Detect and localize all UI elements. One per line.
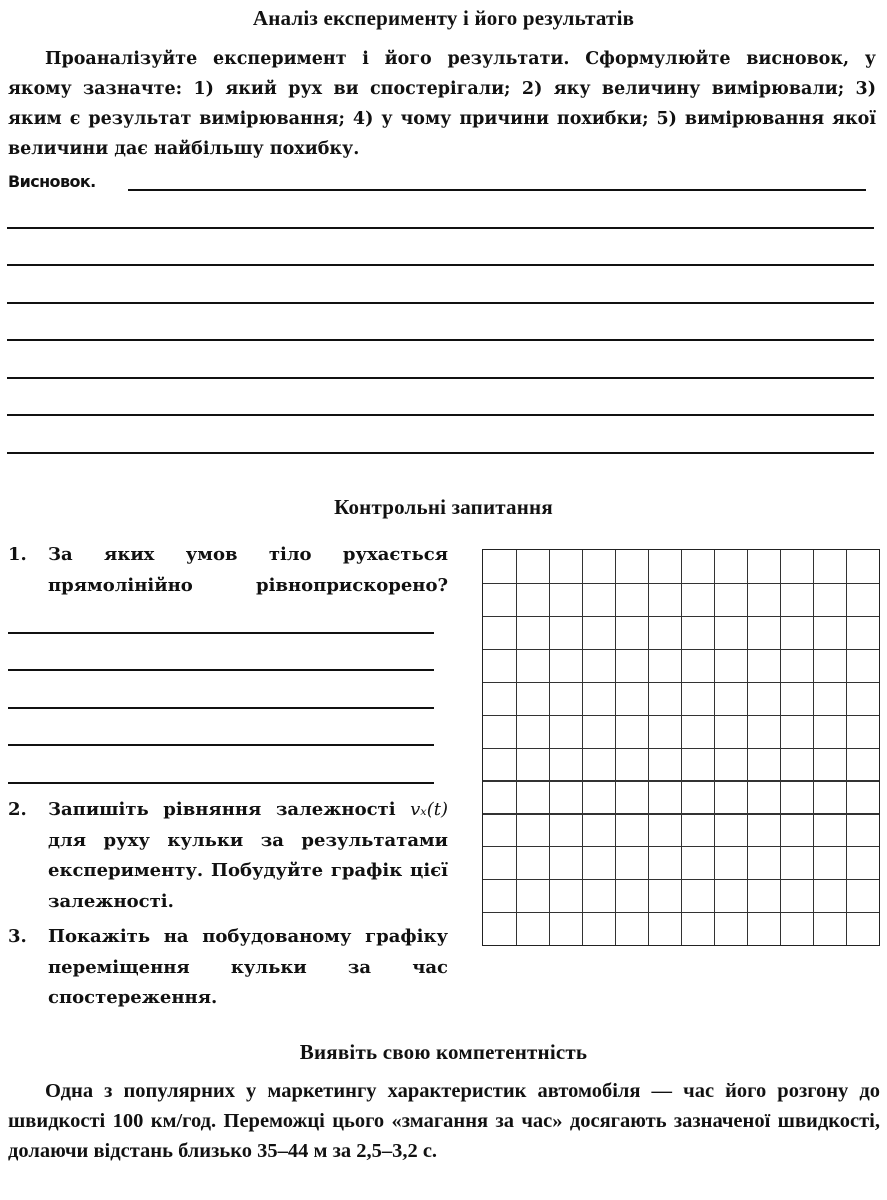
conclusion-writing-line[interactable] [7, 264, 874, 266]
question-text-part: Запишіть рівняння залежності [48, 799, 396, 820]
question-2 [8, 795, 448, 917]
conclusion-writing-line[interactable] [7, 339, 874, 341]
answer-writing-line[interactable] [8, 707, 434, 709]
conclusion-writing-line[interactable] [128, 189, 866, 191]
competence-text [8, 1076, 880, 1166]
analysis-instruction [8, 44, 876, 164]
conclusion-writing-line[interactable] [7, 377, 874, 379]
grid-line-horizontal [483, 879, 879, 880]
grid-line-horizontal [483, 780, 879, 781]
analysis-instruction-text: Проаналізуйте експеримент і його результати. Сформулюйте висновок, у якому зазначте: 1) який рух ви спостерігали; 2) яку величину вимірювали; 3) яким є результат вимірювання; 4) у чому причини похибки; 5) вимірювання якої величини дає найбільшу похибку. [8, 49, 876, 159]
grid-line-horizontal [483, 583, 879, 584]
answer-writing-line[interactable] [8, 632, 434, 634]
question-number: 3. [8, 926, 27, 947]
question-3 [8, 922, 448, 1014]
velocity-formula: vₓ(t) [410, 799, 448, 820]
question-text [48, 795, 448, 917]
analysis-heading: Аналіз експерименту і його результатів [252, 6, 635, 30]
question-text-part: для руху кульки за результатами експерименту. Побудуйте графік цієї залежності. [48, 829, 448, 912]
question-text: Покажіть на побудованому графіку переміщення кульки за час спостереження. [48, 926, 448, 1008]
answer-writing-line[interactable] [8, 782, 434, 784]
question-number: 2. [8, 799, 27, 820]
grid-line-horizontal [483, 813, 879, 814]
question-number: 1. [8, 544, 27, 565]
competence-paragraph: Одна з популярних у маркетингу характеристик автомобіля — час його розгону до швидкості 100 км/год. Переможці цього «змагання за час» досягають зазначеної швидкості, долаючи відстань близько 35–44 м за 2,5–3,2 с. [8, 1080, 880, 1162]
grid-line-horizontal [483, 616, 879, 617]
conclusion-writing-line[interactable] [7, 452, 874, 454]
graph-grid[interactable] [482, 549, 880, 946]
conclusion-writing-line[interactable] [7, 302, 874, 304]
competence-heading: Виявіть свою компетентність [299, 1040, 588, 1064]
question-1 [8, 540, 448, 601]
grid-line-horizontal [483, 649, 879, 650]
question-text: За яких умов тіло рухається прямолінійно рівноприскорено? [48, 544, 448, 596]
grid-line-horizontal [483, 715, 879, 716]
conclusion-writing-line[interactable] [7, 227, 874, 229]
control-questions-heading: Контрольні запитання [334, 495, 553, 519]
grid-line-horizontal [483, 748, 879, 749]
answer-writing-line[interactable] [8, 744, 434, 746]
grid-line-horizontal [483, 912, 879, 913]
answer-writing-line[interactable] [8, 669, 434, 671]
grid-line-horizontal [483, 682, 879, 683]
grid-line-horizontal [483, 846, 879, 847]
conclusion-label: Висновок. [8, 172, 96, 191]
conclusion-writing-line[interactable] [7, 414, 874, 416]
